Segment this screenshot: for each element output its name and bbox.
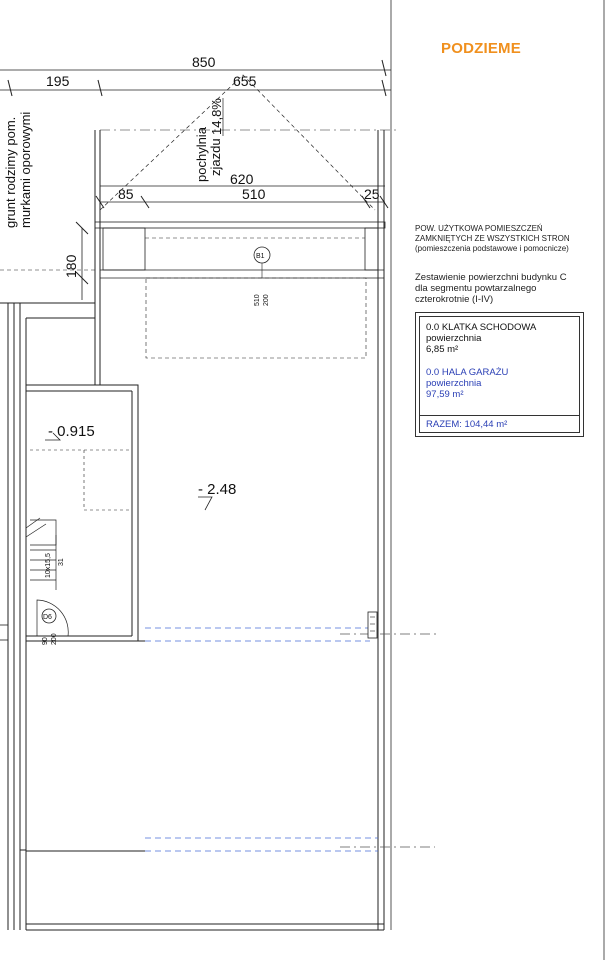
usable-area-note: [415, 224, 611, 254]
stairs-count: 31: [58, 558, 65, 566]
area-summary-box: [415, 312, 584, 437]
level-stair: - 0.915: [48, 423, 95, 440]
area-label: powierzchnia: [426, 333, 482, 344]
door-height: 200: [51, 633, 58, 645]
area-row-stair: [426, 322, 536, 355]
summary-line-2: dla segmentu powtarzalnego: [415, 283, 537, 294]
gate-tag: B1: [256, 253, 265, 260]
area-value: 6,85 m²: [426, 344, 459, 355]
total-separator: [420, 415, 579, 416]
soil-label-1: grunt rodzimy pom.: [3, 116, 18, 228]
area-row-garage: [426, 367, 508, 400]
usable-area-line-3: (pomieszczenia podstawowe i pomocnicze): [415, 244, 569, 253]
summary-note: [415, 272, 611, 305]
total-label: RAZEM:: [426, 419, 462, 430]
area-label: powierzchnia: [426, 378, 482, 389]
area-total: [426, 419, 507, 430]
dim-right-segment: 655: [233, 73, 257, 89]
total-value: 104,44 m²: [464, 419, 508, 430]
gate-height: 200: [263, 294, 270, 306]
dim-overall-width: 850: [192, 54, 216, 70]
usable-area-line-2: ZAMKNIĘTYCH ZE WSZYSTKICH STRON: [415, 234, 570, 243]
door-tag: D6: [43, 614, 52, 621]
dim-inner-left: 85: [118, 186, 134, 202]
area-value: 97,59 m²: [426, 389, 464, 400]
door-width: 90: [42, 637, 49, 645]
area-name: 0.0 KLATKA SCHODOWA: [426, 322, 537, 333]
ramp-label-1: pochylnia: [194, 127, 209, 182]
ramp-label-2: zjazdu: [208, 138, 223, 176]
sheet-title: PODZIEME: [441, 40, 521, 57]
dim-vertical: 180: [63, 254, 79, 278]
summary-line-1: Zestawienie powierzchni budynku C: [415, 272, 567, 283]
area-summary-inner: [419, 316, 580, 433]
ramp-slope: 14,8%: [209, 98, 224, 135]
gate-width: 510: [254, 294, 261, 306]
dim-inner-mid: 510: [242, 186, 266, 202]
soil-label-2: murkami oporowymi: [18, 111, 33, 228]
usable-area-line-1: POW. UŻYTKOWA POMIESZCZEŃ: [415, 224, 543, 233]
area-name: 0.0 HALA GARAŻU: [426, 367, 509, 378]
summary-line-3: czterokrotnie (I-IV): [415, 294, 494, 305]
dim-inner-right: 25: [364, 186, 380, 202]
dim-left-segment: 195: [46, 73, 70, 89]
level-garage: - 2.48: [198, 481, 237, 498]
dim-inner-width: 620: [230, 171, 254, 187]
stairs-dim: 10x15,5: [45, 553, 52, 578]
